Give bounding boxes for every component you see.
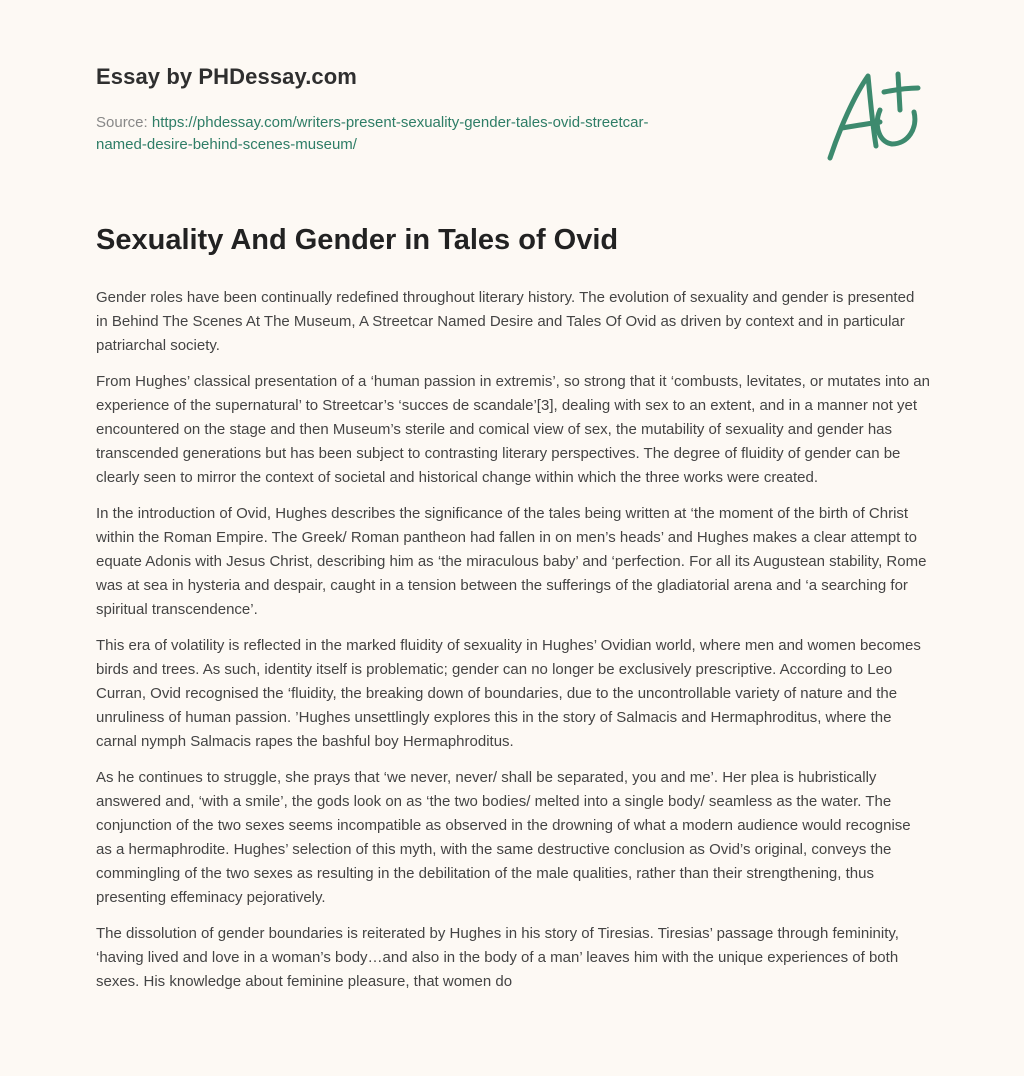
source-link-line-2: named-desire-behind-scenes-museum/: [96, 136, 357, 153]
essay-title: Sexuality And Gender in Tales of Ovid: [96, 224, 619, 256]
essay-paragraph: From Hughes’ classical presentation of a ‘human passion in extremis’, so strong that it ‘combusts, levitates, or mutates into an experience of the supernatural’ to Streetcar’s ‘succes de scandale’[3], dealing with sex to an extent, and in a manner not yet encountered on the stage and then Museum’s sterile and comical view of sex, the mutability of sexuality and gender has transcended generations but has been subject to contrasting literary perspectives. The degree of fluidity of gender can be clearly seen to mirror the context of societal and historical change within which the three works were created.: [96, 373, 930, 486]
essay-paragraph: The dissolution of gender boundaries is reiterated by Hughes in his story of Tiresias. Tiresias’ passage through femininity, ‘having lived and love in a woman’s body…and also in the body of a man’ leaves him with the unique experiences of both sexes. His knowledge about feminine pleasure, that women do: [96, 925, 899, 990]
source-link[interactable]: [96, 114, 648, 153]
source-link-line-1: https://phdessay.com/writers-present-sexuality-gender-tales-ovid-streetcar-: [151, 114, 649, 131]
essay-body: [96, 286, 930, 1006]
essay-paragraph: Gender roles have been continually redefined throughout literary history. The evolution of sexuality and gender is presented in Behind The Scenes At The Museum, A Streetcar Named Desire and Tales Of Ovid as driven by context and in particular patriarchal society.: [96, 289, 915, 354]
source-line: [96, 112, 756, 156]
a-plus-logo-icon: [820, 66, 930, 166]
site-title: Essay by PHDessay.com: [96, 64, 357, 89]
essay-paragraph: As he continues to struggle, she prays that ‘we never, never/ shall be separated, you and me’. Her plea is hubristically answered and, ‘with a smile’, the gods look on as ‘the two bodies/ melted into a single body/ seamless as the water. The conjunction of the two sexes seems incompatible as observed in the drowning of what a modern audience would recognise as a hermaphrodite. Hughes’ selection of this myth, with the same destructive conclusion as Ovid’s original, conveys the commingling of the two sexes as resulting in the debilitation of the male qualities, rather than their strengthening, thus presenting effeminacy pejoratively.: [96, 769, 911, 906]
essay-paragraph: This era of volatility is reflected in the marked fluidity of sexuality in Hughes’ Ovidian world, where men and women becomes birds and trees. As such, identity itself is problematic; gender can no longer be exclusively prescriptive. According to Leo Curran, Ovid recognised the ‘fluidity, the breaking down of boundaries, due to the uncontrollable variety of nature and the unruliness of human passion. ’Hughes unsettlingly explores this in the story of Salmacis and Hermaphroditus, where the carnal nymph Salmacis rapes the bashful boy Hermaphroditus.: [96, 637, 921, 750]
source-label: Source:: [96, 114, 148, 131]
essay-paragraph: In the introduction of Ovid, Hughes describes the significance of the tales being written at ‘the moment of the birth of Christ within the Roman Empire. The Greek/ Roman pantheon had fallen in on men’s heads’ and Hughes makes a clear attempt to equate Adonis with Jesus Christ, describing him as ‘the miraculous baby’ and ‘perfection. For all its Augustean stability, Rome was at sea in hysteria and despair, caught in a tension between the sufferings of the gladiatorial arena and ‘a searching for spiritual transcendence’.: [96, 505, 927, 618]
